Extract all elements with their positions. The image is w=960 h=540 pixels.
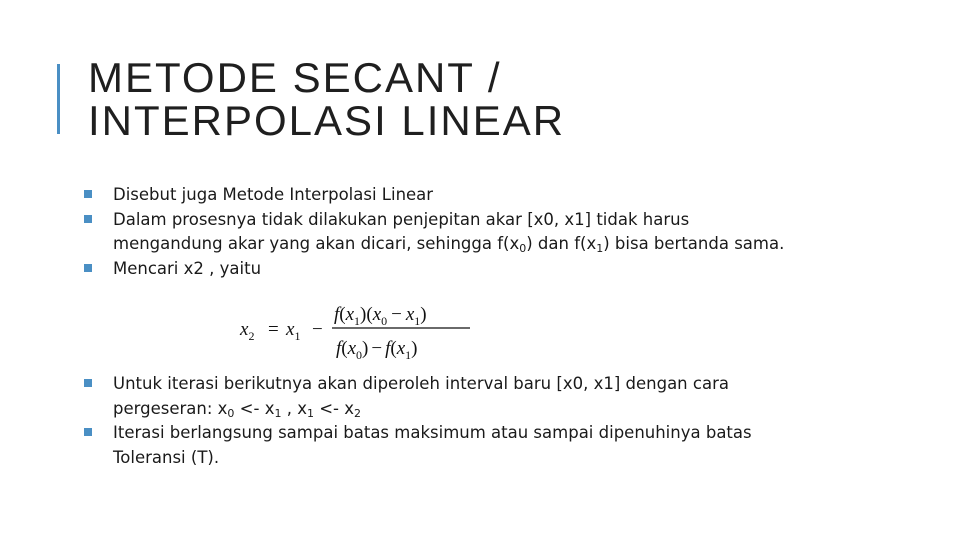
bullet-item — [84, 183, 924, 208]
bullet-text: Untuk iterasi berikutnya akan diperoleh interval baru [x0, x1] dengan cara — [113, 374, 729, 393]
bullet-text: Dalam prosesnya tidak dilakukan penjepitan akar [x0, x1] tidak harus — [113, 209, 690, 229]
slide-title-line-2: INTERPOLASI LINEAR — [88, 97, 566, 144]
square-bullet-icon — [84, 215, 92, 223]
bullet-item — [84, 421, 924, 470]
formula-numerator: $f(x_1)(x_0 - x_1)$ — [334, 304, 427, 328]
bullet-item — [84, 208, 924, 257]
bullet-text-continued: mengandung akar yang akan dicari, sehingga $f(x_0)$ dan $f(x_1)$ bisa bertanda sama. — [113, 234, 785, 255]
square-bullet-icon — [84, 190, 92, 198]
formula-lhs: $x_2$ — [240, 319, 255, 343]
bullet-list-bottom — [84, 372, 924, 470]
formula-x1: $x_1$ — [286, 319, 301, 343]
bullet-text: Mencari x2 , yaitu — [113, 258, 262, 278]
bullet-text-continued: Toleransi (T). — [113, 447, 220, 467]
bullet-list-top — [84, 183, 924, 281]
formula-equals: = — [268, 319, 279, 340]
bullet-text: Iterasi berlangsung sampai batas maksimum atau sampai dipenuhinya batas — [113, 423, 752, 442]
formula-denominator: $f(x_0) - f(x_1)$ — [336, 338, 418, 362]
bullet-item — [84, 257, 924, 282]
slide-title — [88, 56, 565, 142]
formula-minus: − — [312, 319, 323, 340]
title-accent-bar — [57, 64, 60, 134]
square-bullet-icon — [84, 264, 92, 272]
bullet-text-continued: pergeseran: $x_0 <- x_1$ , $x_1 <- x_2$ — [113, 398, 362, 420]
slide-title-line-1: METODE SECANT / — [88, 54, 502, 101]
bullet-text: Disebut juga Metode Interpolasi Linear — [113, 185, 434, 204]
secant-formula — [238, 294, 478, 364]
square-bullet-icon — [84, 379, 92, 387]
square-bullet-icon — [84, 428, 92, 436]
bullet-item — [84, 372, 924, 421]
